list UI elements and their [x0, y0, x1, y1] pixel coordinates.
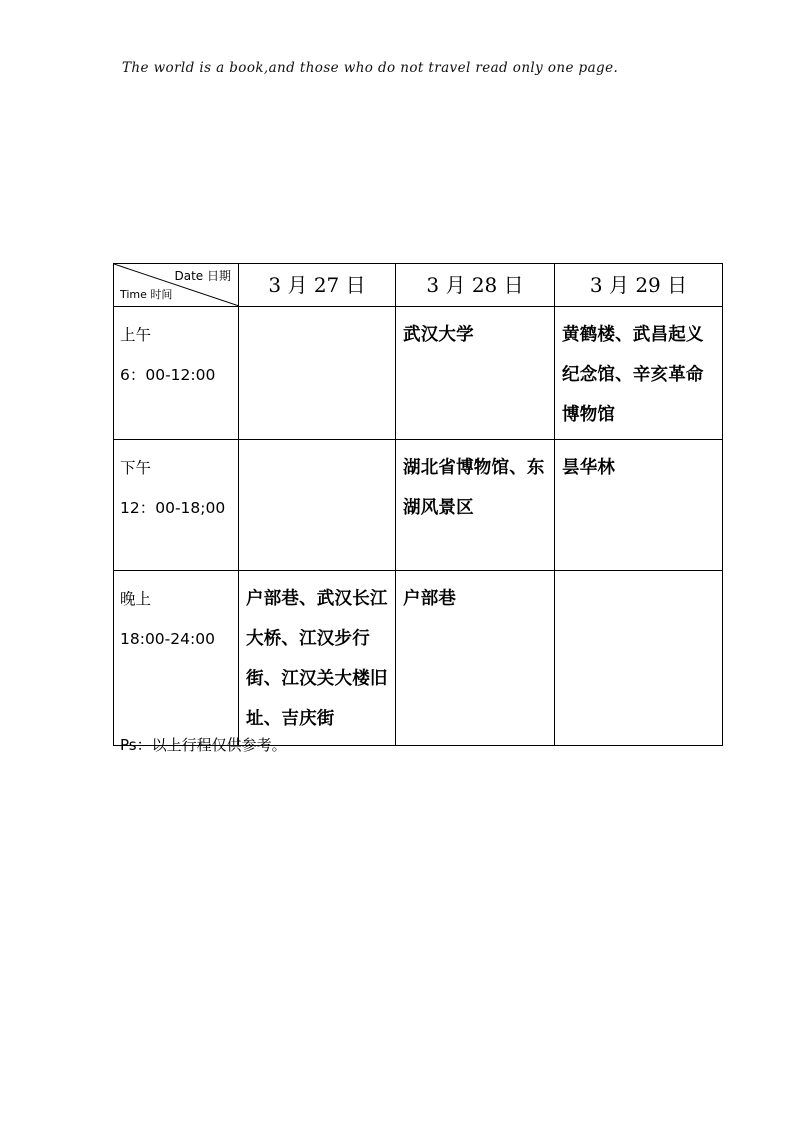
schedule-cell: 湖北省博物馆、东湖风景区 — [396, 440, 555, 571]
itinerary-table — [113, 263, 723, 746]
time-slot-period: 下午 — [120, 459, 152, 477]
table-row-afternoon — [114, 440, 723, 571]
date-header-label: Date 日期 — [174, 269, 231, 283]
schedule-cell: 户部巷、武汉长江大桥、江汉步行街、江汉关大楼旧址、吉庆街 — [239, 571, 396, 746]
time-slot-period: 上午 — [120, 326, 152, 344]
travel-quote: The world is a book,and those who do not travel read only one page. — [122, 60, 619, 76]
schedule-cell: 武汉大学 — [396, 307, 555, 440]
schedule-cell — [555, 571, 723, 746]
schedule-cell — [239, 440, 396, 571]
schedule-cell — [239, 307, 396, 440]
table-header-row — [114, 264, 723, 307]
time-slot-cell — [114, 571, 239, 746]
time-slot-period: 晚上 — [120, 590, 152, 608]
time-slot-hours: 12：00-18;00 — [120, 499, 226, 517]
date-header-cell: 3 月 27 日 — [239, 264, 396, 307]
schedule-cell: 户部巷 — [396, 571, 555, 746]
table-row-evening — [114, 571, 723, 746]
schedule-cell: 昙华林 — [555, 440, 723, 571]
time-header-label: Time 时间 — [120, 288, 173, 301]
time-slot-cell — [114, 307, 239, 440]
time-slot-hours: 6：00-12:00 — [120, 366, 216, 384]
corner-header-cell — [114, 264, 239, 307]
time-slot-hours: 18:00-24:00 — [120, 630, 215, 648]
table-row-morning — [114, 307, 723, 440]
schedule-cell: 黄鹤楼、武昌起义纪念馆、辛亥革命博物馆 — [555, 307, 723, 440]
date-header-cell: 3 月 28 日 — [396, 264, 555, 307]
date-header-cell: 3 月 29 日 — [555, 264, 723, 307]
time-slot-cell — [114, 440, 239, 571]
footnote: Ps：以上行程仅供参考。 — [120, 736, 287, 754]
